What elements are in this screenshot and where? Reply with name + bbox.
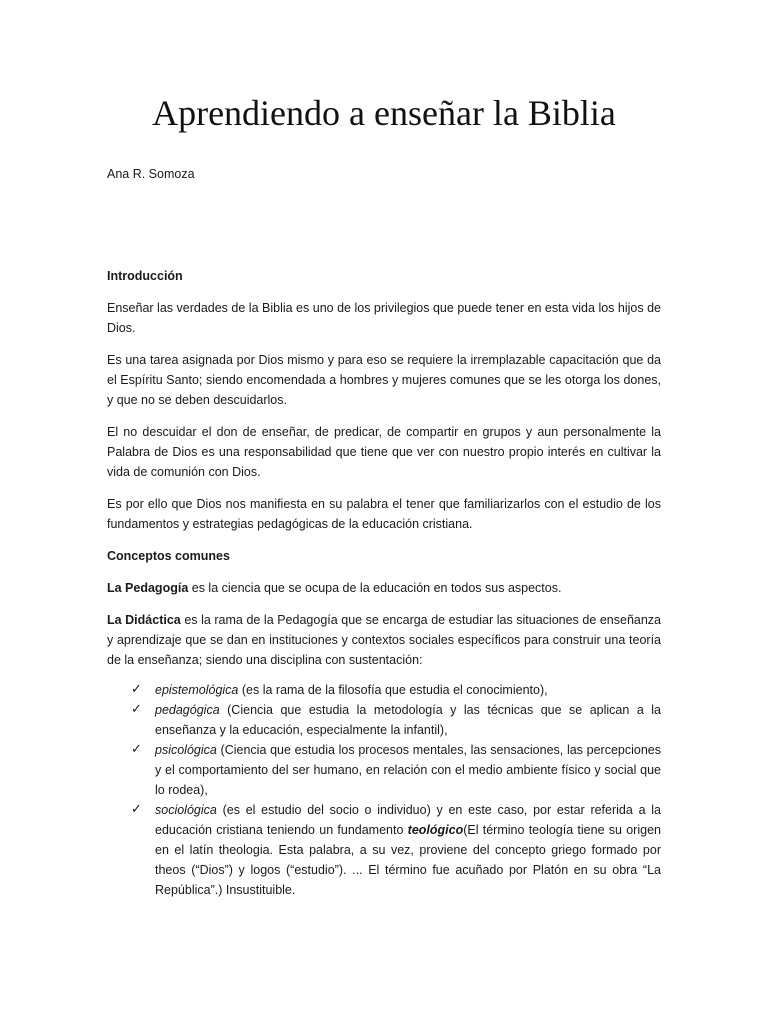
intro-paragraph-3: El no descuidar el don de enseñar, de predicar, de compartir en grupos y aun personalmente la Palabra de Dios es una responsabilidad que tiene que ver con nuestro propio interés en cultivar la vida de comunión con Dios. xyxy=(107,425,661,479)
section-heading-conceptos: Conceptos comunes xyxy=(107,549,230,563)
list-item-bold-term: teológico xyxy=(407,823,464,837)
list-item-term: epistemológica xyxy=(155,683,239,697)
check-icon: ✓ xyxy=(131,802,142,817)
check-icon: ✓ xyxy=(131,682,142,697)
list-item-pedagogica xyxy=(131,700,661,740)
pedagogia-term: La Pedagogía xyxy=(107,581,189,595)
list-item-psicologica xyxy=(131,740,661,800)
list-item-term: sociológica xyxy=(155,803,217,817)
list-item-text: (es el estudio del socio o individuo) y en este caso, por estar referida a la educación cristiana teniendo un fundamento xyxy=(155,803,661,837)
document-title: Aprendiendo a enseñar la Biblia xyxy=(152,93,616,133)
section-heading-introduccion: Introducción xyxy=(107,269,183,283)
list-item-tail: (El término teología tiene su origen en el latín theologia. Esta palabra, a su vez, proviene del concepto griego formado por theos (“Dios”) y logos (“estudio”). ... El término fue acuñado por Platón en su obra “La República”.) Insustituible. xyxy=(155,823,661,897)
pedagogia-text: es la ciencia que se ocupa de la educación en todos sus aspectos. xyxy=(188,581,562,595)
intro-paragraph-1: Enseñar las verdades de la Biblia es uno de los privilegios que puede tener en esta vida los hijos de Dios. xyxy=(107,301,661,335)
pedagogia-definition xyxy=(107,578,661,598)
list-item-text: (Ciencia que estudia la metodología y las técnicas que se aplican a la enseñanza y la educación, especialmente la infantil), xyxy=(155,703,661,737)
check-icon: ✓ xyxy=(131,702,142,717)
list-item-sociologica xyxy=(131,800,661,900)
intro-paragraph-4: Es por ello que Dios nos manifiesta en su palabra el tener que familiarizarlos con el estudio de los fundamentos y estrategias pedagógicas de la educación cristiana. xyxy=(107,497,661,531)
document-body xyxy=(107,266,661,900)
list-item-epistemologica xyxy=(131,680,661,700)
list-item-text: (Ciencia que estudia los procesos mentales, las sensaciones, las percepciones y el comportamiento del ser humano, en relación con el medio ambiente físico y social que lo rodea), xyxy=(155,743,661,797)
check-icon: ✓ xyxy=(131,742,142,757)
document-author: Ana R. Somoza xyxy=(107,167,195,181)
didactica-text: es la rama de la Pedagogía que se encarga de estudiar las situaciones de enseñanza y aprendizaje que se dan en instituciones y contextos sociales específicos para construir una teoría de la enseñanza; siendo una disciplina con sustentación: xyxy=(107,613,662,667)
list-item-text: (es la rama de la filosofía que estudia el conocimiento), xyxy=(238,683,548,697)
didactica-term: La Didáctica xyxy=(107,613,181,627)
intro-paragraph-2: Es una tarea asignada por Dios mismo y para eso se requiere la irremplazable capacitación que da el Espíritu Santo; siendo encomendada a hombres y mujeres comunes que se les otorga los dones, y que no se deben descuidarlos. xyxy=(107,353,661,407)
list-item-term: pedagógica xyxy=(155,703,220,717)
didactica-definition xyxy=(107,610,661,670)
sustentacion-list xyxy=(107,680,661,900)
list-item-term: psicológica xyxy=(155,743,217,757)
